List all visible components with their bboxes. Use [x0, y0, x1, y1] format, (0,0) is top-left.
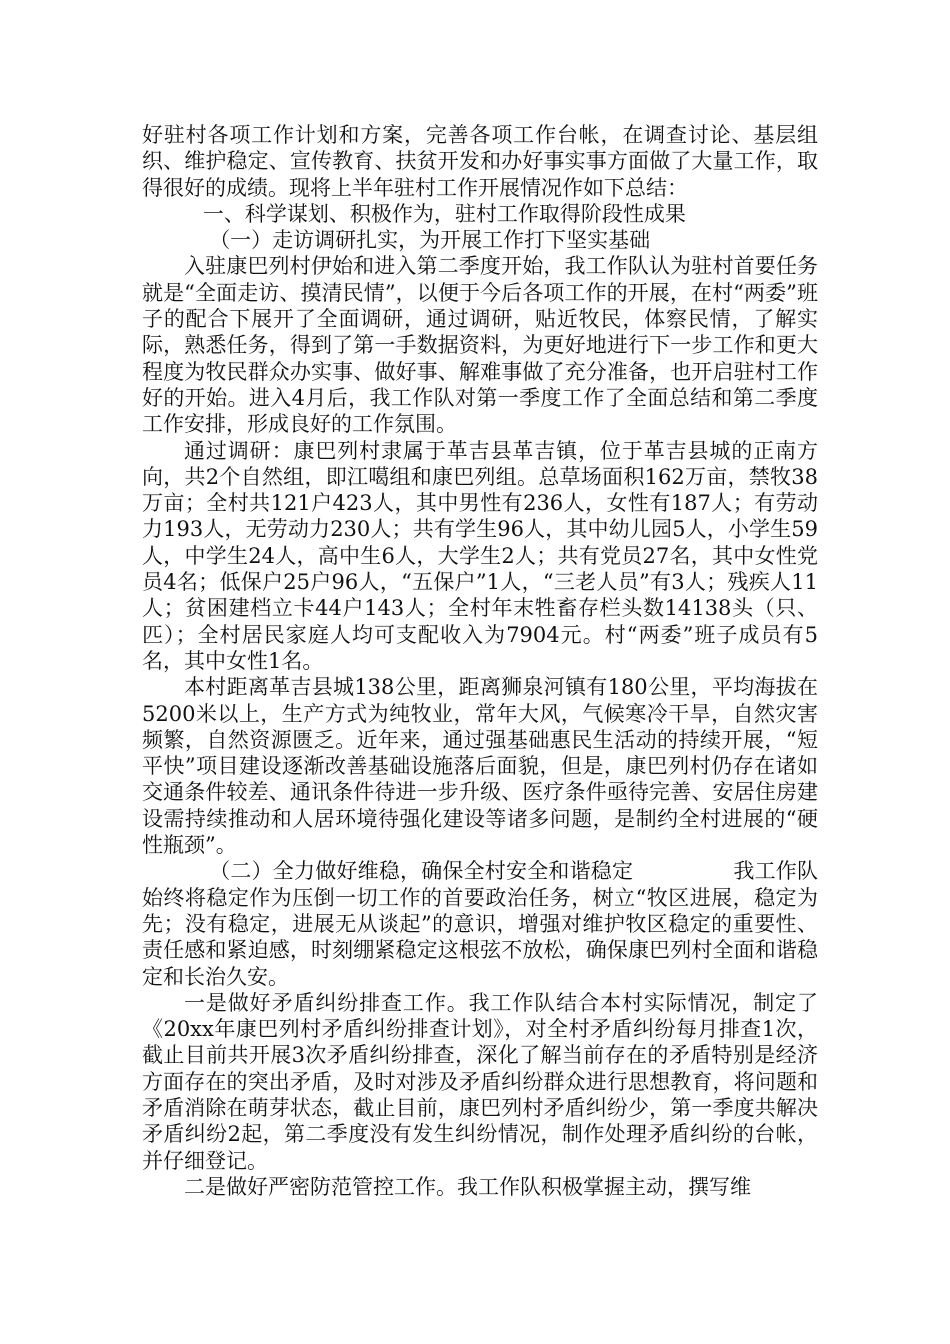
- intro-paragraph: 好驻村各项工作计划和方案，完善各项工作台帐，在调查讨论、基层组织、维护稳定、宣传教育、扶贫开发和办好事实事方面做了大量工作，取得很好的成绩。现将上半年驻村工作开展情况作如下总结：: [142, 123, 818, 200]
- paragraph-village-conditions: 本村距离革吉县城138公里，距离狮泉河镇有180公里，平均海拔在5200米以上，生产方式为纯牧业，常年大风，气候寒冷干旱，自然灾害频繁，自然资源匮乏。近年来，通过强基础惠民生活动的持续开展，“短平快”项目建设逐渐改善基础设施落后面貌，但是，康巴列村仍存在诸如交通条件较差、通讯条件待进一步升级、医疗条件亟待完善、安居住房建设需持续推动和人居环境待强化建设等诸多问题，是制约全村进展的“硬性瓶颈”。: [142, 675, 818, 858]
- document-body: [142, 122, 818, 1200]
- section-heading-1: 一、科学谋划、积极作为，驻村工作取得阶段性成果: [202, 201, 686, 226]
- subsection-heading-1: （一）走访调研扎实，为开展工作打下坚实基础: [209, 228, 651, 253]
- paragraph-stability: 我工作队始终将稳定作为压倒一切工作的首要政治任务，树立“牧区进展，稳定为先；没有稳定，进展无从谈起”的意识，增强对维护牧区稳定的重要性、责任感和紧迫感，时刻绷紧稳定这根弦不放松，确保康巴列村全面和谐稳定和长治久安。: [142, 859, 819, 989]
- subsection-heading-2: （二）全力做好维稳，确保全村安全和谐稳定: [209, 859, 634, 884]
- paragraph-village-stats: 通过调研：康巴列村隶属于革吉县革吉镇，位于革吉县城的正南方向，共2个自然组，即江噶组和康巴列组。总草场面积162万亩，禁牧38万亩；全村共121户423人，其中男性有236人，女性有187人；有劳动力193人，无劳动力230人；共有学生96人，其中幼儿园5人，小学生59人，中学生24人，高中生6人，大学生2人；共有党员27名，其中女性党员4名；低保户25户96人，“五保户”1人，“三老人员”有3人；残疾人11人；贫困建档立卡44户143人；全村年末牲畜存栏头数14138头（只、匹）；全村居民家庭人均可支配收入为7904元。村“两委”班子成员有5名，其中女性1名。: [142, 438, 818, 673]
- subsection-heading-2-block: [142, 858, 818, 989]
- paragraph-prevention: 二是做好严密防范管控工作。我工作队积极掌握主动，撰写维: [184, 1174, 751, 1199]
- paragraph-dispute-screening: 一是做好矛盾纠纷排查工作。我工作队结合本村实际情况，制定了《20xx年康巴列村矛盾纠纷排查计划》，对全村矛盾纠纷每月排查1次，截止目前共开展3次矛盾纠纷排查，深化了解当前存在的矛盾特别是经济方面存在的突出矛盾，及时对涉及矛盾纠纷群众进行思想教育，将问题和矛盾消除在萌芽状态，截止目前，康巴列村矛盾纠纷少，第一季度共解决矛盾纠纷2起，第二季度没有发生纠纷情况，制作处理矛盾纠纷的台帐，并仔细登记。: [142, 990, 818, 1173]
- paragraph-survey: 入驻康巴列村伊始和进入第二季度开始，我工作队认为驻村首要任务就是“全面走访、摸清民情”，以便于今后各项工作的开展，在村“两委”班子的配合下展开了全面调研，通过调研，贴近牧民，体察民情，了解实际，熟悉任务，得到了第一手数据资料，为更好地进行下一步工作和更大程度为牧民群众办实事、做好事、解难事做了充分准备，也开启驻村工作好的开始。进入4月后，我工作队对第一季度工作了全面总结和第二季度工作安排，形成良好的工作氛围。: [142, 254, 818, 437]
